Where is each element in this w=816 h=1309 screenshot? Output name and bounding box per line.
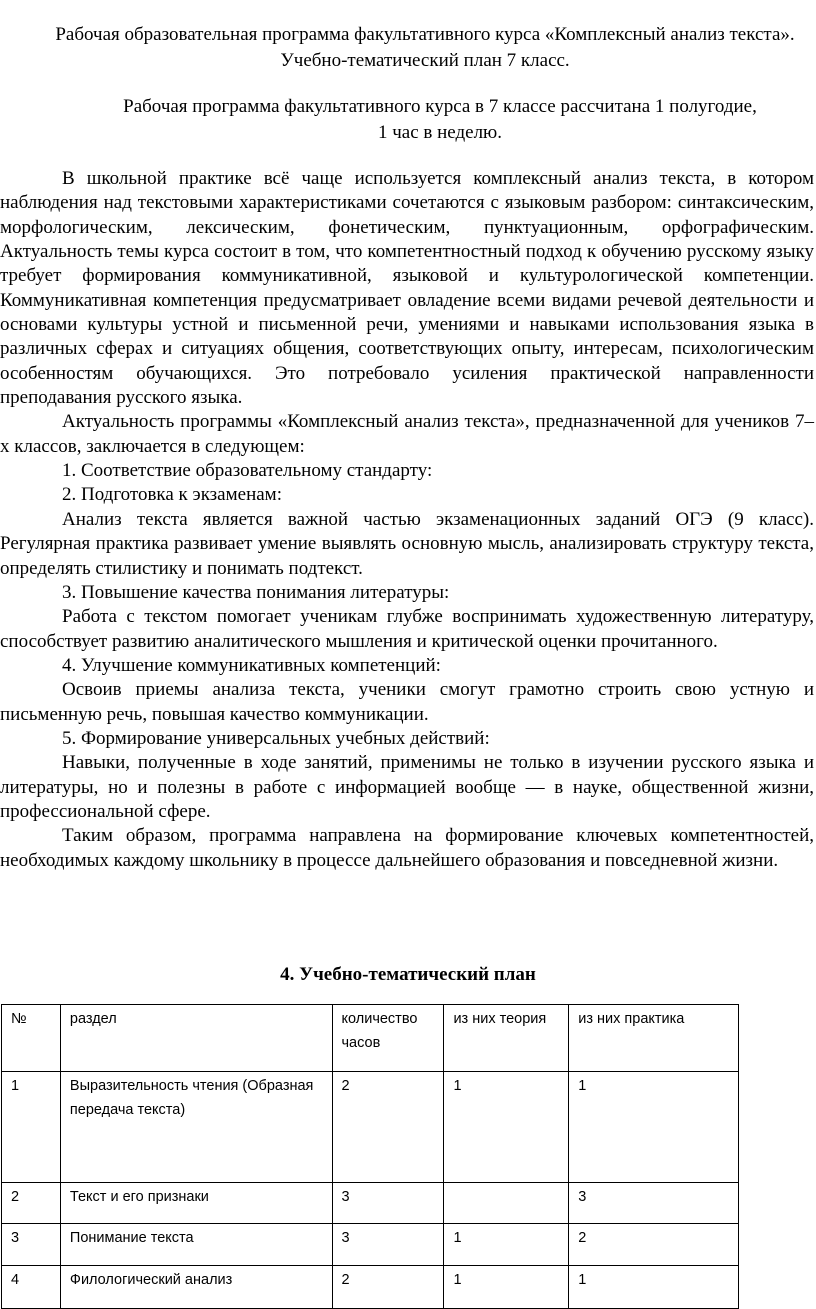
paragraph: Навыки, полученные в ходе занятий, применимы не только в изучении русского языка и литературы, но и полезны в работе с информацией вообще — в науке, общественной жизни, профессиональной сфере. [0,752,814,822]
table-header-row [2,1005,739,1072]
table-cell: 1 [2,1072,61,1183]
header-cell: количество часов [332,1005,444,1072]
table-cell: 2 [2,1183,61,1224]
list-heading: 4. Улучшение коммуникативных компетенций: [62,654,441,676]
table-cell: Текст и его признаки [60,1183,332,1224]
table-cell [444,1183,569,1224]
table-cell: 3 [2,1224,61,1266]
document-subtitle [60,94,816,146]
table-cell: 3 [569,1183,739,1224]
paragraph: Таким образом, программа направлена на формирование ключевых компетентностей, необходимых каждому школьнику в процессе дальнейшего образования и повседневной жизни. [0,825,814,871]
list-heading: 5. Формирование универсальных учебных действий: [62,727,490,749]
paragraph: Работа с текстом помогает ученикам глубже воспринимать художественную литературу, способствует развитию аналитического мышления и критической оценки прочитанного. [0,606,814,652]
paragraph: Освоив приемы анализа текста, ученики смогут грамотно строить свою устную и письменную речь, повышая качество коммуникации. [0,679,814,725]
table-cell: 1 [444,1072,569,1183]
table-cell: 1 [569,1266,739,1309]
table-cell: Понимание текста [60,1224,332,1266]
subtitle-line-1: Рабочая программа факультативного курса в 7 классе рассчитана 1 полугодие, [123,96,757,117]
document-title: Рабочая образовательная программа факультативного курса «Комплексный анализ текста». Учебно-тематический план 7 класс. [55,24,795,71]
table-cell: 3 [332,1224,444,1266]
list-heading: 1. Соответствие образовательному стандарту: [62,460,433,482]
table-row [2,1224,739,1266]
subtitle-line-2: 1 час в неделю. [377,122,503,143]
header-cell: № [2,1005,61,1072]
table-cell: Филологический анализ [60,1266,332,1309]
header-cell: из них теория [444,1005,569,1072]
table-row [2,1072,739,1183]
list-heading: 3. Повышение качества понимания литературы: [62,581,450,603]
list-heading: 2. Подготовка к экзаменам: [62,484,282,506]
header-cell: из них практика [569,1005,739,1072]
section-title: 4. Учебно-тематический план [280,964,536,985]
table-cell: 4 [2,1266,61,1309]
table-cell: 2 [332,1266,444,1309]
table-row [2,1183,739,1224]
table-cell: Выразительность чтения (Образная передача текста) [60,1072,332,1183]
table-row [2,1266,739,1309]
curriculum-table [1,1004,739,1309]
table-cell: 2 [569,1224,739,1266]
table-cell: 1 [569,1072,739,1183]
document-body [0,167,814,873]
paragraph: Анализ текста является важной частью экзаменационных заданий ОГЭ (9 класс). Регулярная практика развивает умение выявлять основную мысль, анализировать структуру текста, определять стилистику и понимать подтекст. [0,508,814,579]
paragraph: Актуальность программы «Комплексный анализ текста», предназначенной для учеников 7–х классов, заключается в следующем: [0,411,814,457]
table-cell: 1 [444,1224,569,1266]
header-cell: раздел [60,1005,332,1072]
table-cell: 1 [444,1266,569,1309]
paragraph: В школьной практике всё чаще используется комплексный анализ текста, в котором наблюдения над текстовыми характеристиками сочетаются с языковым разбором: синтаксическим, морфологическим, лексическим, фонетическим, пунктуационным, орфографическим. Актуальность темы курса состоит в том, что компетентностный подход к обучению русскому языку требует формирования коммуникативной, языковой и культурологической компетенции. Коммуникативная компетенция предусматривает овладение всеми видами речевой деятельности и основами культуры устной и письменной речи, умениями и навыками использования языка в различных сферах и ситуациях общения, соответствующих опыту, интересам, психологическим особенностям обучающихся. Это потребовало усиления практической направленности преподавания русского языка. [0,168,814,409]
table-cell: 3 [332,1183,444,1224]
table-cell: 2 [332,1072,444,1183]
